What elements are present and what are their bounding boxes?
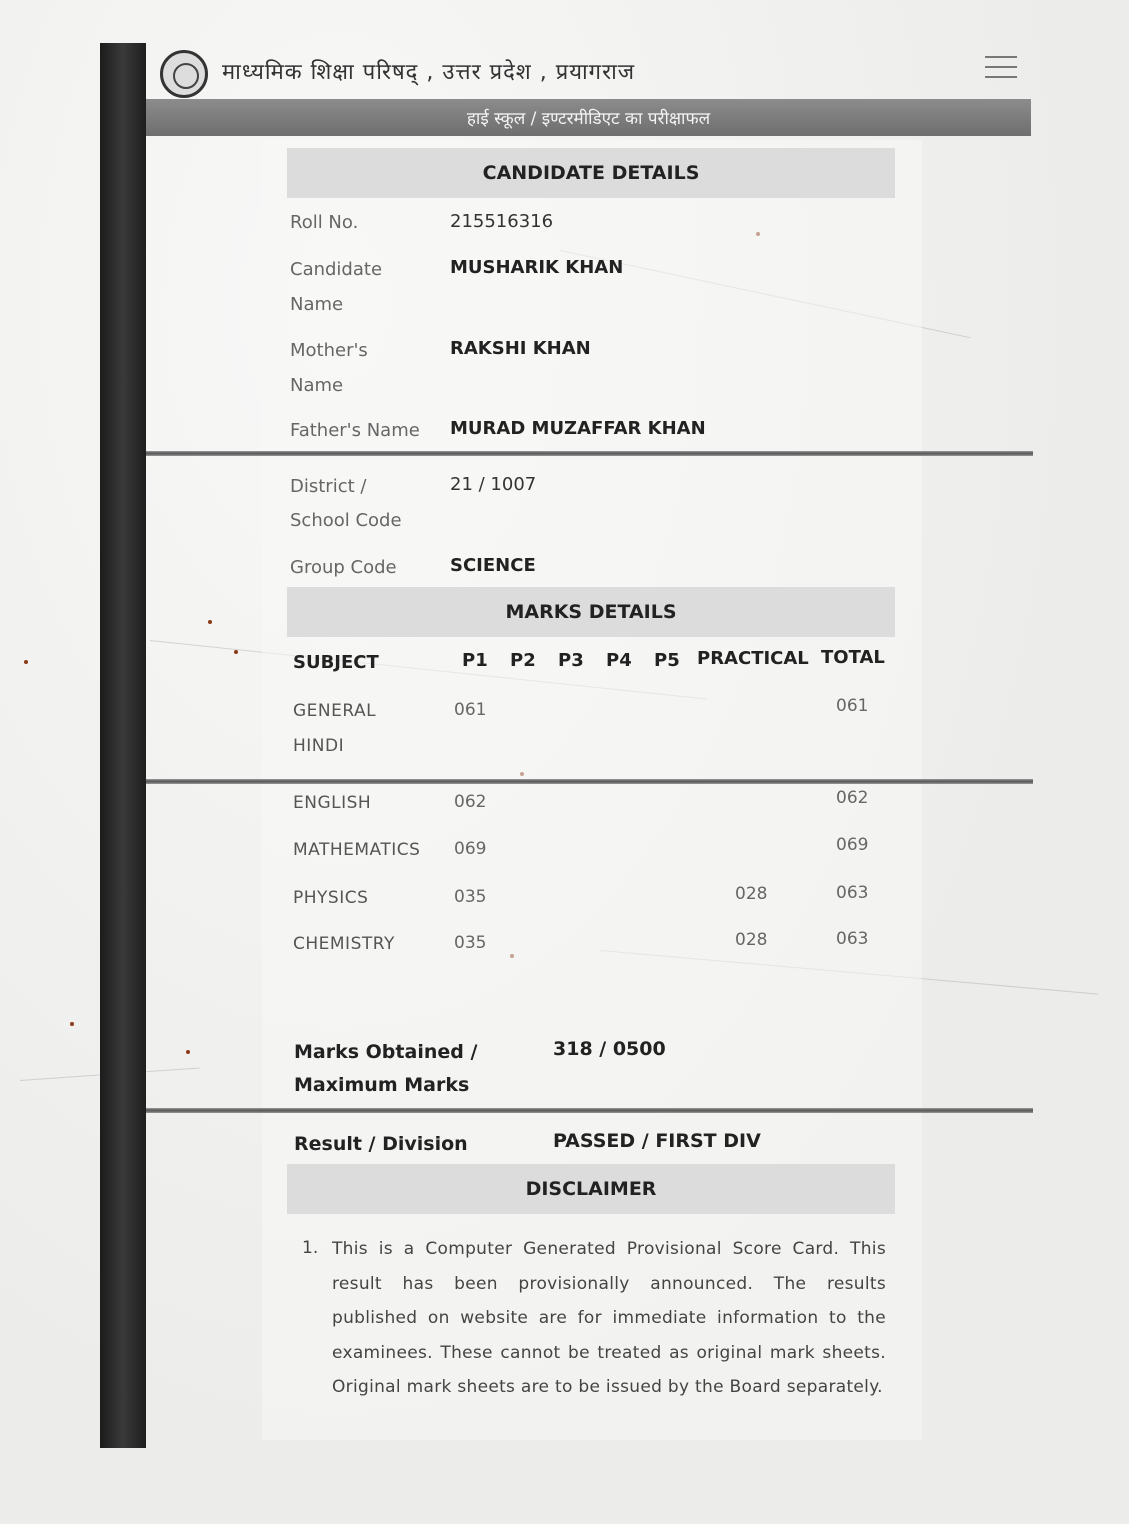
paper-speck (186, 1050, 190, 1054)
mother-name-label-2: Name (290, 375, 344, 396)
candidate-name-value: MUSHARIK KHAN (450, 257, 624, 278)
district-value: 21 / 1007 (450, 474, 537, 495)
school-code-label: School Code (290, 510, 402, 531)
candidate-name-label-2: Name (290, 294, 344, 315)
roll-value: 215516316 (450, 211, 554, 232)
marks-p1: 062 (454, 792, 487, 812)
father-name-value: MURAD MUZAFFAR KHAN (450, 418, 706, 439)
marks-obtained-value: 318 / 0500 (553, 1038, 666, 1060)
result-division-label: Result / Division (294, 1133, 468, 1155)
group-code-label: Group Code (290, 557, 397, 578)
subject-name: ENGLISH (293, 793, 372, 813)
marks-practical: 028 (735, 884, 768, 904)
marks-total: 063 (836, 883, 869, 903)
marks-obtained-label: Marks Obtained / (294, 1041, 478, 1063)
paper-speck (208, 620, 212, 624)
father-name-label: Father's Name (290, 420, 420, 441)
col-p1: P1 (462, 650, 488, 671)
banner-title: हाई स्कूल / इण्टरमीडिएट का परीक्षाफल (466, 109, 711, 129)
marks-total: 062 (836, 788, 869, 808)
col-subject: SUBJECT (293, 652, 379, 673)
board-logo (160, 50, 208, 98)
divider (146, 451, 1033, 456)
result-banner (146, 99, 1031, 136)
board-title: माध्यमिक शिक्षा परिषद् , उत्तर प्रदेश , प्रयागराज (222, 60, 636, 85)
marks-practical: 028 (735, 930, 768, 950)
divider (146, 779, 1033, 784)
paper-speck (70, 1022, 74, 1026)
col-p2: P2 (510, 650, 536, 671)
result-division-value: PASSED / FIRST DIV (553, 1130, 761, 1152)
subject-name-line-2: HINDI (293, 736, 345, 756)
maximum-marks-label: Maximum Marks (294, 1074, 470, 1096)
paper-speck (24, 660, 28, 664)
col-p4: P4 (606, 650, 632, 671)
marks-total: 063 (836, 929, 869, 949)
group-code-value: SCIENCE (450, 555, 536, 576)
subject-name: GENERAL (293, 701, 377, 721)
district-label: District / (290, 476, 367, 497)
marks-total: 061 (836, 696, 869, 716)
col-p3: P3 (558, 650, 584, 671)
subject-name: CHEMISTRY (293, 934, 395, 954)
mother-name-label: Mother's (290, 340, 368, 361)
marks-p1: 061 (454, 700, 487, 720)
paper-speck (234, 650, 238, 654)
divider (146, 1108, 1033, 1113)
col-p5: P5 (654, 650, 680, 671)
candidate-details-heading: CANDIDATE DETAILS (287, 148, 895, 198)
col-total: TOTAL (821, 647, 885, 668)
left-border-bar (100, 43, 146, 1448)
mother-name-value: RAKSHI KHAN (450, 338, 591, 359)
marks-details-heading: MARKS DETAILS (287, 587, 895, 637)
col-practical: PRACTICAL (697, 648, 809, 669)
subject-name: MATHEMATICS (293, 840, 421, 860)
disclaimer-heading: DISCLAIMER (287, 1164, 895, 1214)
roll-label: Roll No. (290, 212, 359, 233)
hamburger-menu-icon[interactable] (985, 56, 1017, 78)
disclaimer-number: 1. (302, 1238, 319, 1258)
subject-name: PHYSICS (293, 888, 369, 908)
disclaimer-text: This is a Computer Generated Provisional Score Card. This result has been provisionally announced. The results published on website are for immediate information to the examinees. These cannot be treated as original mark sheets. Original mark sheets are to be issued by the Board separately. (332, 1239, 886, 1397)
marks-p1: 069 (454, 839, 487, 859)
marks-p1: 035 (454, 887, 487, 907)
marks-p1: 035 (454, 933, 487, 953)
marks-total: 069 (836, 835, 869, 855)
candidate-name-label: Candidate (290, 259, 383, 280)
